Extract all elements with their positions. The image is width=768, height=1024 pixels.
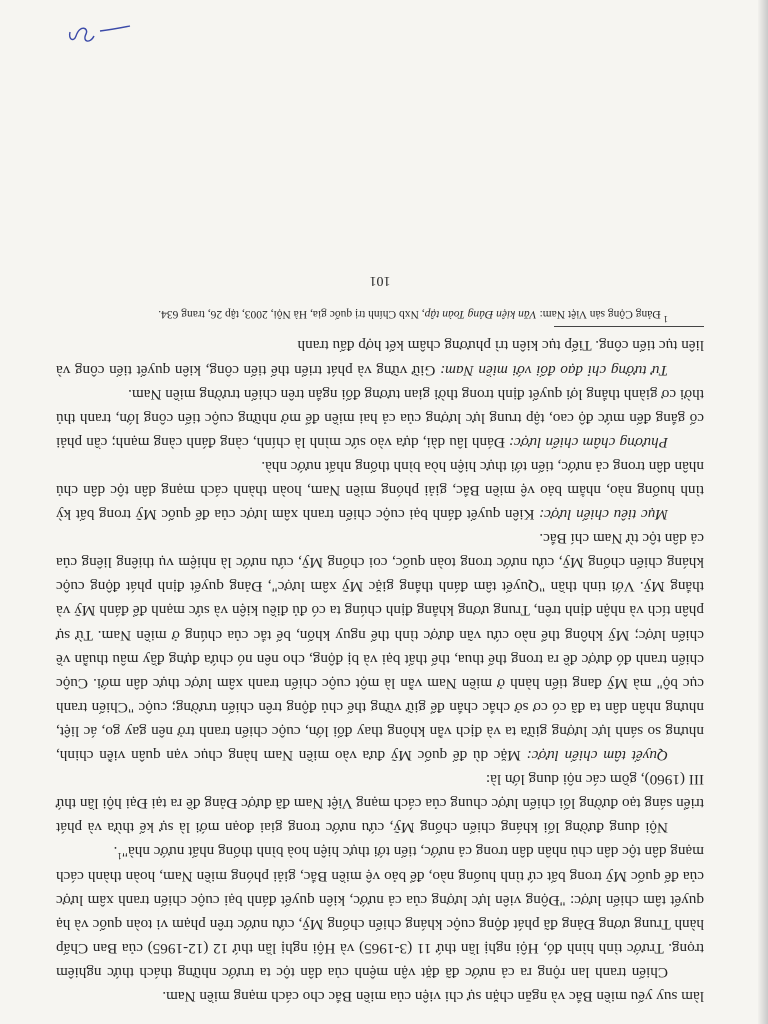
page-content-rotated bbox=[56, 8, 704, 1008]
paragraph-1-text: Chiến tranh lan rộng ra cả nước đã đặt vận mệnh của dân tộc ta trước những thách thức nghiêm trọng. Trước tình hình đó, Hội nghị lần thứ 11 (3-1965) và Hội nghị lần thứ 12 (12-1965) của Ban Chấp hành Trung ương Đảng đã phát động cuộc kháng chiến chống Mỹ, cứu nước trên phạm vi toàn quốc và hạ quyết tâm chiến lược: "Động viên lực lượng của cả nước, kiên quyết đánh bại cuộc chiến tranh xâm lược của đế quốc Mỹ trong bất cứ tình huống nào, để bảo vệ miền Bắc, giải phóng miền Nam, hoàn thành cách mạng dân tộc dân chủ nhân dân trong cả nước, tiến tới thực hiện hoà bình thống nhất nước nhà" bbox=[56, 843, 704, 981]
handwritten-signature bbox=[64, 18, 134, 48]
paragraph-3-text: Mặc dù đế quốc Mỹ đưa vào miền Nam hàng chục vạn quân viễn chinh, nhưng so sánh lực lượng giữa ta và địch vẫn không thay đổi lớn, cuộc chiến tranh trở nên gay go, ác liệt, nhưng nhân dân ta đã có cơ sở chắc chắn để giữ vững thế chủ động trên chiến trường; cuộc "Chiến tranh cục bộ" mà Mỹ đang tiến hành ở miền Nam vẫn là một cuộc chiến tranh xâm lược thực dân mới. Cuộc chiến tranh đó được đề ra trong thế thua, thế thất bại và bị động, cho nên nó chứa đựng đầy mâu thuẫn về chiến lược; Mỹ không thể nào cứu vãn được tình thế nguy khốn, bế tắc của chúng ở miền Nam. Từ sự phân tích và nhận định trên, Trung ương khẳng định chúng ta có đủ điều kiện và sức mạnh để đánh Mỹ và thắng Mỹ. Với tinh thần "Quyết tâm đánh thắng giặc Mỹ xâm lược", Đảng quyết định phát động cuộc kháng chiến chống Mỹ, cứu nước trong toàn quốc, coi chống Mỹ, cứu nước là nhiệm vụ thiêng liêng của cả dân tộc từ Nam chí Bắc. bbox=[55, 530, 704, 765]
paragraph-1 bbox=[56, 839, 704, 984]
paragraph-5-lead: Phương châm chiến lược: bbox=[508, 433, 668, 451]
paragraph-6 bbox=[56, 333, 704, 381]
footnote-pre: Đảng Cộng sản Việt Nam: bbox=[536, 308, 664, 321]
paragraph-3 bbox=[56, 526, 704, 767]
paragraph-6-text: Giữ vững và phát triển thế tiến công, kiên quyết tiến công và liên tục tiến công. Tiếp tục kiên trì phương châm kết hợp đấu tranh bbox=[55, 337, 704, 379]
paragraph-1-end: . bbox=[113, 843, 118, 861]
footnote bbox=[56, 306, 704, 325]
paragraph-4 bbox=[56, 454, 704, 526]
paragraph-5-text: Đánh lâu dài, dựa vào sức mình là chính, càng đánh càng mạnh; cần phải cố gắng đến mức độ cao, tập trung lực lượng của cả hai miền để mở những cuộc tiến công lớn, tranh thủ thời cơ giành thắng lợi quyết định trong thời gian tương đối ngắn trên chiến trường miền Nam. bbox=[56, 385, 704, 451]
page-number: 101 bbox=[369, 273, 391, 289]
paragraph-3-lead: Quyết tâm chiến lược: bbox=[526, 747, 668, 765]
paragraph-2: Nội dung đường lối kháng chiến chống Mỹ, cứu nước trong giai đoạn mới là sự kế thừa và phát triển sáng tạo đường lối chiến lược chung của cách mạng Việt Nam đã được Đảng đề ra tại Đại hội lần thứ III (1960), gồm các nội dung lớn là: bbox=[56, 771, 704, 837]
paragraph-6-lead: Tư tưởng chỉ đạo đối với miền Nam: bbox=[440, 361, 668, 379]
footnote-ref: 1 bbox=[117, 851, 122, 862]
footnote-post: , Nxb Chính trị quốc gia, Hà Nội, 2003, tập 26, trang 634. bbox=[158, 308, 425, 321]
paragraph-4-text: Kiên quyết đánh bại cuộc chiến tranh xâm lược của đế quốc Mỹ trong bất kỳ tình huống nào, nhằm bảo vệ miền Bắc, giải phóng miền Nam, hoàn thành cách mạng dân tộc dân chủ nhân dân trong cả nước, tiến tới thực hiện hòa bình thống nhất nước nhà. bbox=[55, 457, 704, 524]
intro-line: làm suy yếu miền Bắc và ngăn chặn sự chi viện của miền Bắc cho cách mạng miền Nam. bbox=[162, 988, 704, 1005]
footnote-divider bbox=[554, 326, 704, 327]
footnote-number: 1 bbox=[663, 314, 668, 325]
paragraph-4-lead: Mục tiêu chiến lược: bbox=[539, 506, 668, 524]
paragraph-5 bbox=[56, 382, 704, 454]
footnote-title: Văn kiện Đảng Toàn tập bbox=[424, 308, 537, 321]
page-edge-shadow bbox=[758, 0, 768, 1024]
